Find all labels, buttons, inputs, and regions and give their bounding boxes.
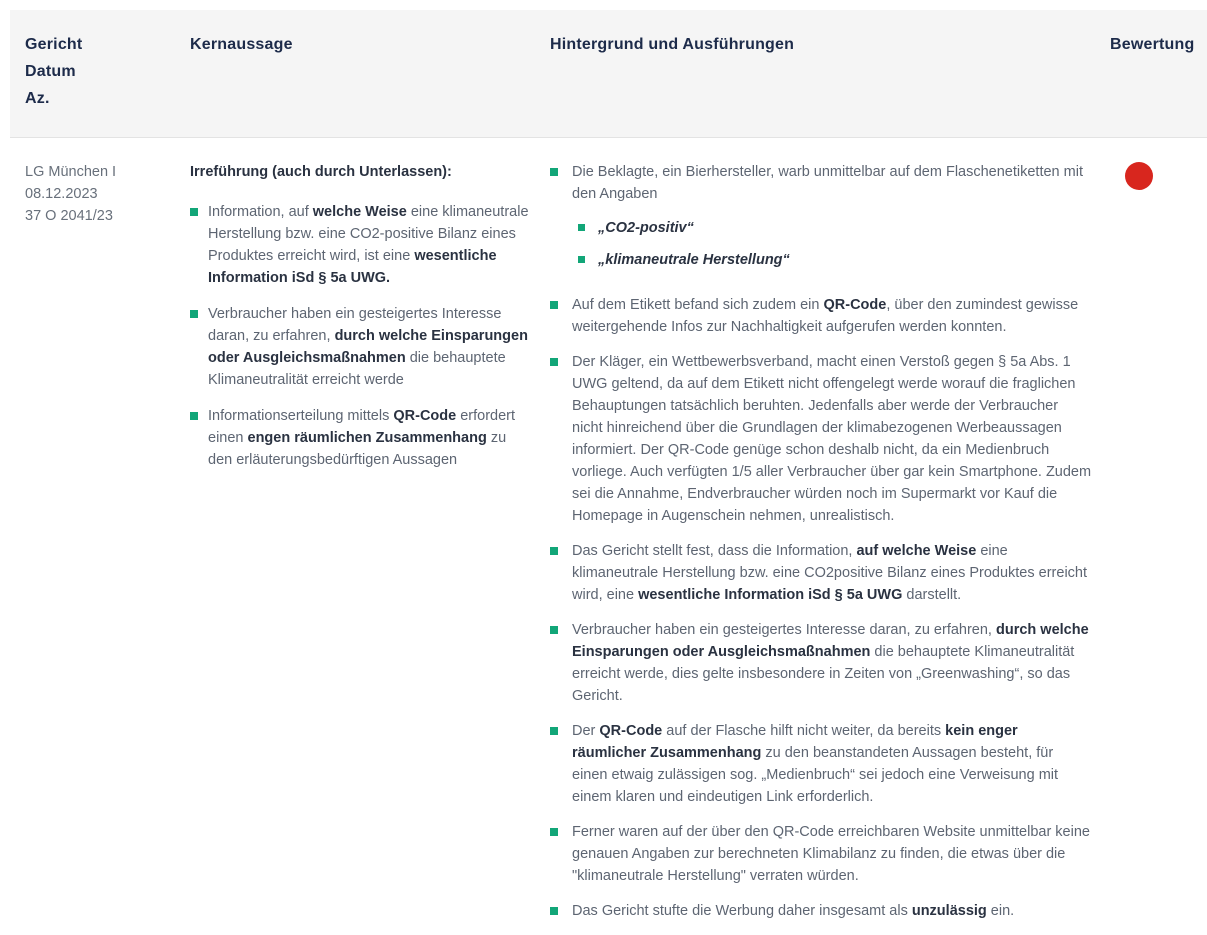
bullet-text: [208, 201, 532, 289]
bullet-item: [550, 900, 1092, 922]
bullet-square-icon: [550, 547, 558, 555]
text-segment: zu den beanstandeten Aussagen besteht, für einen etwaig zulässigen sog. „Medienbruch“ sei jedoch eine Verweisung mit einem klaren und eindeutigen Link erforderlich.: [572, 745, 1059, 805]
hintergrund-cell: [550, 161, 1110, 935]
text-segment: Information, auf: [208, 204, 313, 220]
header-gericht-datum-az: [25, 31, 190, 137]
bullet-item: [550, 540, 1092, 606]
bullet-text: [572, 540, 1092, 606]
text-segment: Der: [572, 723, 600, 739]
emphasized-text: QR-Code: [823, 297, 887, 313]
text-segment: auf der Flasche hilft nicht weiter, da bereits: [662, 723, 946, 739]
kernaussage-cell: [190, 161, 550, 935]
bullet-item: [550, 821, 1092, 887]
text-segment: Verbraucher haben ein gesteigertes Interesse daran, zu erfahren,: [572, 622, 996, 638]
text-segment: ein.: [986, 903, 1015, 919]
bullet-text: [572, 351, 1092, 527]
bullet-square-icon: [550, 626, 558, 634]
text-segment: erfordert einen: [208, 408, 516, 446]
emphasized-text: auf welche Weise: [856, 543, 977, 559]
emphasized-text: kein enger räumlicher Zusammenhang: [572, 723, 1018, 761]
emphasized-text: QR-Code: [393, 408, 457, 424]
text-segment: darstellt.: [902, 587, 962, 603]
bullet-square-icon: [550, 168, 558, 176]
court-date: 08.12.2023: [25, 186, 98, 202]
emphasized-text: durch welche Einsparungen oder Ausgleichsmaßnahmen: [208, 328, 528, 366]
table-header: [10, 10, 1207, 138]
bullet-text: [572, 161, 1092, 281]
text-segment: zu den erläuterungsbedürftigen Aussagen: [208, 430, 507, 468]
emphasized-text: welche Weise: [312, 204, 407, 220]
bullet-text: [572, 900, 1092, 922]
bullet-text: [572, 720, 1092, 808]
text-segment: Informationserteilung mittels: [208, 408, 394, 424]
text-segment: die behauptete Klimaneutralität erreicht werde: [208, 350, 506, 388]
text-segment: Das Gericht stufte die Werbung daher insgesamt als: [572, 903, 912, 919]
text-segment: eine klimaneutrale Herstellung bzw. eine CO2positive Bilanz eines Produktes erreicht wird, eine: [572, 543, 1088, 603]
header-hintergrund: Hintergrund und Ausführungen: [550, 36, 795, 53]
case-row: [0, 138, 1207, 935]
bullet-text: [572, 619, 1092, 707]
sub-bullet-item: [578, 249, 1092, 271]
text-segment: Verbraucher haben ein gesteigertes Interesse daran, zu erfahren,: [208, 306, 502, 344]
rating-red-circle-icon: [1125, 162, 1153, 190]
emphasized-text: engen räumlichen Zusammenhang: [247, 430, 487, 446]
emphasized-text: durch welche Einsparungen oder Ausgleichsmaßnahmen: [572, 622, 1089, 660]
bullet-square-icon: [190, 208, 198, 216]
emphasized-text: wesentliche Information iSd § 5a UWG.: [208, 248, 497, 286]
bullet-item: [550, 351, 1092, 527]
bullet-text: [208, 303, 532, 391]
bullet-square-icon: [578, 224, 585, 231]
header-bewertung: Bewertung: [1110, 36, 1195, 53]
court-name: LG München I: [25, 164, 117, 180]
bullet-square-icon: [550, 828, 558, 836]
emphasized-text: Irreführung (auch durch Unterlassen):: [190, 164, 452, 180]
bullet-text: [208, 405, 532, 471]
bullet-square-icon: [578, 256, 585, 263]
bullet-item: [190, 201, 532, 289]
court-case-number: 37 O 2041/23: [25, 208, 113, 224]
bullet-text: [572, 821, 1092, 887]
text-segment: Auf dem Etikett befand sich zudem ein: [572, 297, 824, 313]
emphasized-text: unzulässig: [911, 903, 987, 919]
text-segment: Das Gericht stellt fest, dass die Information,: [572, 543, 857, 559]
bullet-square-icon: [190, 310, 198, 318]
emphasized-text: „klimaneutrale Herstellung“: [598, 252, 790, 268]
bullet-item: [550, 720, 1092, 808]
emphasized-text: wesentliche Information iSd § 5a UWG: [638, 587, 903, 603]
emphasized-text: QR-Code: [599, 723, 663, 739]
bullet-square-icon: [550, 907, 558, 915]
text-segment: die behauptete Klimaneutralität erreicht werde, dies gelte insbesondere in Zeiten von „Greenwashing“, so das Gericht.: [572, 644, 1075, 704]
bullet-item: [190, 405, 532, 471]
bullet-square-icon: [550, 727, 558, 735]
bullet-item: [550, 161, 1092, 281]
bewertung-cell: [1110, 161, 1207, 935]
bullet-square-icon: [550, 358, 558, 366]
bullet-text: [598, 217, 1092, 239]
emphasized-text: „CO2-positiv“: [598, 220, 694, 236]
header-az: Az.: [25, 90, 50, 107]
header-kernaussage: Kernaussage: [190, 36, 293, 53]
kernaussage-title: [190, 161, 550, 183]
header-gericht: Gericht: [25, 36, 83, 53]
bullet-item: [550, 294, 1092, 338]
bullet-square-icon: [550, 301, 558, 309]
bullet-text: [598, 249, 1092, 271]
text-segment: Ferner waren auf der über den QR-Code erreichbaren Website unmittelbar keine genauen Angaben zur berechneten Klimabilanz zu finden, die etwas über die "klimaneutrale Herstellung" verraten würden.: [572, 824, 1090, 884]
sub-bullet-list: [578, 217, 1092, 271]
bullet-square-icon: [190, 412, 198, 420]
hintergrund-bullet-list: [550, 161, 1110, 922]
bullet-text: [572, 294, 1092, 338]
header-datum: Datum: [25, 63, 76, 80]
text-segment: , über den zumindest gewisse weitergehende Infos zur Nachhaltigkeit aufgerufen werden konnten.: [572, 297, 1079, 335]
kernaussage-bullet-list: [190, 201, 550, 471]
text-segment: Die Beklagte, ein Bierhersteller, warb unmittelbar auf dem Flaschenetiketten mit den Angaben: [572, 164, 1083, 202]
text-segment: Der Kläger, ein Wettbewerbsverband, macht einen Verstoß gegen § 5a Abs. 1 UWG geltend, da auf dem Etikett nicht offengelegt werde worauf die fraglichen Behauptungen tatsächlich beruhten. Jedenfalls aber werde der Verbraucher nicht hinreichend über die Grundlagen der klimabezogenen Werbeaussagen informiert. Der QR-Code genüge schon deshalb nicht, da ein Medienbruch vorliege. Auch verfügten 1/5 aller Verbraucher über gar kein Smartphone. Zudem sei die Annahme, Endverbraucher würden noch im Supermarkt vor Kauf die Homepage in Augenschein nehmen, unrealistisch.: [572, 354, 1092, 524]
text-segment: eine klimaneutrale Herstellung bzw. eine CO2-positive Bilanz eines Produktes erreicht wird, ist eine: [208, 204, 529, 264]
bullet-item: [190, 303, 532, 391]
sub-bullet-item: [578, 217, 1092, 239]
court-cell: [25, 161, 190, 935]
bullet-item: [550, 619, 1092, 707]
